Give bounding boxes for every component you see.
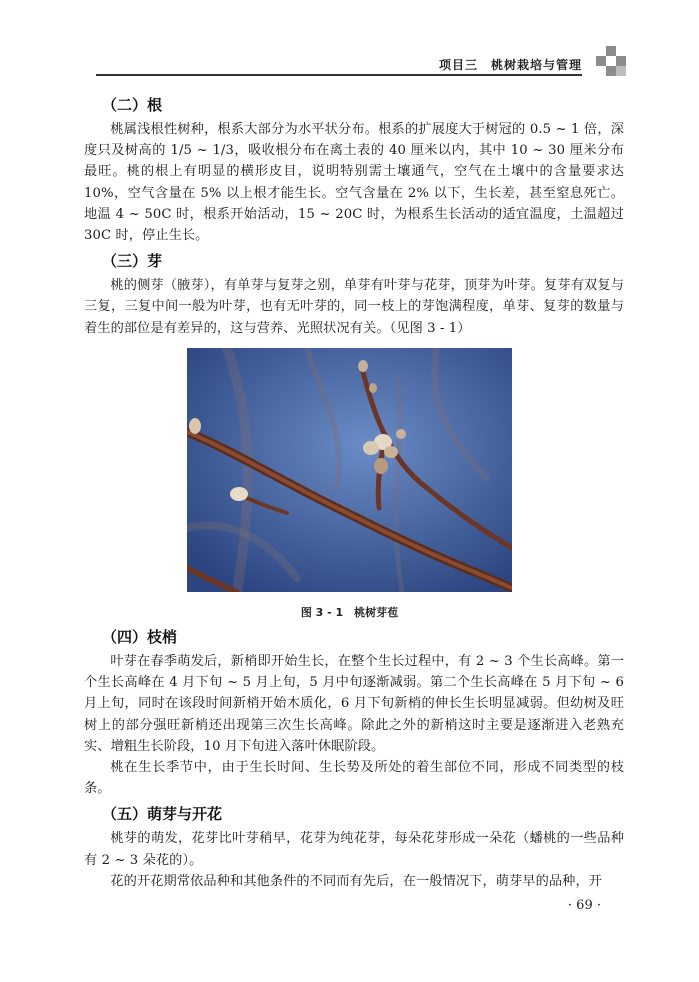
figure-caption: 图 3 - 1 桃树芽苞 [300,606,399,619]
header-rule [96,74,582,76]
paragraph-shoot-2: 桃在生长季节中，由于生长时间、生长势及所处的着生部位不同，形成不同类型的枝条。 [84,760,624,797]
paragraph-flowering-1: 桃芽的萌发，花芽比叶芽稍早，花芽为纯花芽，每朵花芽形成一朵花（蟠桃的一些品种有 2 ~ 3 朵花的）。 [84,831,624,868]
peach-bud-photo [187,348,512,592]
section-heading-shoot: （四）枝梢 [102,628,178,646]
lower-text [84,626,624,892]
page-number: · 69 · [567,898,601,913]
paragraph-shoot-1: 叶芽在春季萌发后，新梢即开始生长，在整个生长过程中，有 2 ~ 3 个生长高峰。第一个生长高峰在 4 月下旬 ~ 5 月上旬，5 月中旬逐渐减弱。第二个生长高峰在 5 月下旬 ~ 6 月上旬，同时在该段时间新梢开始木质化，6 月下旬新梢的伸长生长明显减弱。但幼树及旺树上的部分强旺新梢还出现第三次生长高峰。除此之外的新梢这时主要是逐渐进入老熟充实、增粗生长阶段，10 月下旬进入落叶休眠阶段。 [84,654,624,754]
section-heading-root: （二）根 [102,96,163,114]
paragraph-root: 桃属浅根性树种，根系大部分为水平状分布。根系的扩展度大于树冠的 0.5 ~ 1 倍，深度只及树高的 1/5 ~ 1/3，吸收根分布在离土表的 40 厘米以内，其中 10 ~ 30 厘米分布最旺。桃的根上有明显的横形皮目，说明特别需土壤通气，空气在土壤中的含量要求达 10%，空气含量在 5% 以上根才能生长。空气含量在 2% 以下，生长差，甚至窒息死亡。地温 4 ~ 50C 时，根系开始活动，15 ~ 20C 时，为根系生长活动的适宜温度，土温超过 30C 时，停止生长。 [84,122,624,244]
upper-text [84,94,624,339]
paragraph-flowering-2: 花的开花期常依品种和其他条件的不同而有先后，在一般情况下，萌芽早的品种，开 [110,873,603,889]
paragraph-bud: 桃的侧芽（腋芽），有单芽与复芽之别，单芽有叶芽与花芽，顶芽为叶芽。复芽有双复与三复，三复中间一般为叶芽，也有无叶芽的，同一枝上的芽饱满程度，单芽、复芽的数量与着生的部位是有差异的，这与营养、光照状况有关。（见图 3 - 1） [84,278,624,336]
header-title: 项目三 桃树栽培与管理 [438,58,582,72]
section-heading-flowering: （五）萌芽与开花 [102,805,223,824]
section-heading-bud: （三）芽 [102,252,163,271]
running-header [96,52,582,76]
header-logo-icon [596,46,626,76]
